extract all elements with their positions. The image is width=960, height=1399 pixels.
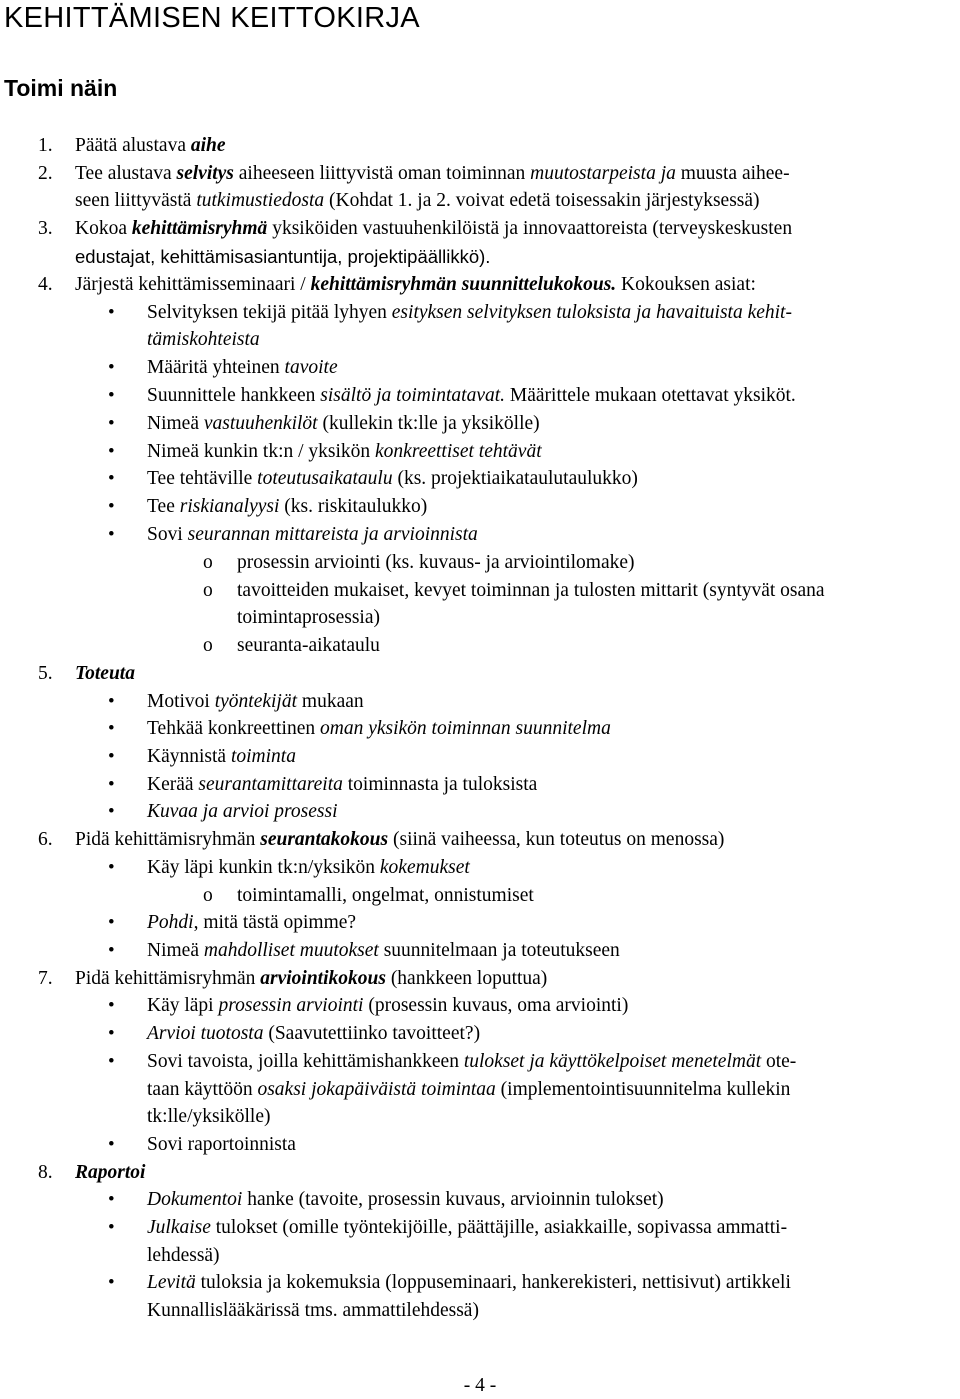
bullet: • (108, 718, 115, 739)
bullet: • (108, 912, 115, 933)
bullet-text: Sovi seurannan mittareista ja arvioinnista (147, 524, 478, 545)
item-text: Järjestä kehittämisseminaari / kehittämisryhmän suunnittelukokous. Kokouksen asiat: (75, 274, 756, 295)
item-number: 3. (38, 218, 53, 239)
bullet: • (108, 857, 115, 878)
bullet-text: Nimeä mahdolliset muutokset suunnitelmaan ja toteutukseen (147, 940, 620, 961)
bullet: • (108, 496, 115, 517)
item-text: Raportoi (75, 1162, 146, 1183)
item-number: 1. (38, 135, 53, 156)
bullet-text: Sovi tavoista, joilla kehittämishankkeen tulokset ja käyttökelpoiset menetelmät ote- (147, 1051, 797, 1072)
document-title: KEHITTÄMISEN KEITTOKIRJA (4, 2, 420, 34)
item-number: 6. (38, 829, 53, 850)
bullet: • (108, 995, 115, 1016)
page-number: - 4 - (463, 1375, 497, 1396)
item-number: 8. (38, 1162, 53, 1183)
bullet: • (108, 385, 115, 406)
bullet-text-cont: tämiskohteista (147, 329, 260, 350)
bullet-text: Pohdi, mitä tästä opimme? (147, 912, 357, 933)
bullet: • (108, 1134, 115, 1155)
bullet-text: Suunnittele hankkeen sisältö ja toimintatavat. Määrittele mukaan otettavat yksiköt. (147, 385, 796, 406)
bullet: • (108, 774, 115, 795)
bullet-text: Sovi raportoinnista (147, 1134, 296, 1155)
bullet-text: Käy läpi prosessin arviointi (prosessin kuvaus, oma arviointi) (147, 995, 629, 1016)
sub-bullet: o (203, 580, 213, 601)
bullet-text: Tee tehtäville toteutusaikataulu (ks. projektiaikataulutaulukko) (147, 468, 638, 489)
item-text-cont: seen liittyvästä tutkimustiedosta (Kohdat 1. ja 2. voivat edetä toisessakin järjestyksessä) (75, 190, 760, 211)
bullet: • (108, 691, 115, 712)
bullet-text: Kerää seurantamittareita toiminnasta ja tuloksista (147, 774, 538, 795)
item-text: Päätä alustava aihe (75, 135, 226, 156)
bullet-text: Motivoi työntekijät mukaan (147, 691, 364, 712)
sub-bullet-text: seuranta-aikataulu (237, 635, 380, 656)
bullet: • (108, 1051, 115, 1072)
bullet-text: Levitä tuloksia ja kokemuksia (loppuseminaari, hankerekisteri, nettisivut) artikkeli (147, 1272, 791, 1293)
bullet: • (108, 357, 115, 378)
bullet: • (108, 746, 115, 767)
bullet-text: Käynnistä toiminta (147, 746, 296, 767)
sub-bullet: o (203, 552, 213, 573)
sub-bullet-text: toimintamalli, ongelmat, onnistumiset (237, 885, 534, 906)
item-number: 4. (38, 274, 53, 295)
bullet-text-cont: Kunnallislääkärissä tms. ammattilehdessä) (147, 1300, 479, 1321)
bullet: • (108, 524, 115, 545)
bullet-text: Julkaise tulokset (omille työntekijöille, päättäjille, asiakkaille, sopivassa ammatti- (147, 1217, 788, 1238)
bullet-text: Nimeä vastuuhenkilöt (kullekin tk:lle ja yksikölle) (147, 413, 540, 434)
sub-bullet: o (203, 635, 213, 656)
sub-bullet-text-cont: toimintaprosessia) (237, 607, 380, 628)
sub-bullet: o (203, 885, 213, 906)
bullet: • (108, 1217, 115, 1238)
bullet-text-cont: lehdessä) (147, 1245, 220, 1266)
item-text-cont: edustajat, kehittämisasiantuntija, projektipäällikkö). (75, 246, 491, 267)
bullet-text: Tehkää konkreettinen oman yksikön toiminnan suunnitelma (147, 718, 611, 739)
bullet-text: Dokumentoi hanke (tavoite, prosessin kuvaus, arvioinnin tulokset) (147, 1189, 664, 1210)
bullet: • (108, 413, 115, 434)
section-heading: Toimi näin (4, 75, 118, 101)
item-number: 7. (38, 968, 53, 989)
bullet-text-cont: taan käyttöön osaksi jokapäiväistä toimintaa (implementointisuunnitelma kullekin (147, 1079, 791, 1100)
bullet-text-cont: tk:lle/yksikölle) (147, 1106, 271, 1127)
bullet-text: Arvioi tuotosta (Saavutettiinko tavoitteet?) (147, 1023, 481, 1044)
bullet-text: Kuvaa ja arvioi prosessi (147, 801, 338, 822)
sub-bullet-text: prosessin arviointi (ks. kuvaus- ja arviointilomake) (237, 552, 635, 573)
bullet-text: Määritä yhteinen tavoite (147, 357, 338, 378)
bullet-text: Nimeä kunkin tk:n / yksikön konkreettiset tehtävät (147, 441, 542, 462)
bullet: • (108, 468, 115, 489)
bullet: • (108, 441, 115, 462)
bullet: • (108, 1272, 115, 1293)
item-text: Toteuta (75, 663, 135, 684)
bullet-text: Selvityksen tekijä pitää lyhyen esityksen selvityksen tuloksista ja havaituista kehit- (147, 302, 792, 323)
bullet: • (108, 801, 115, 822)
bullet: • (108, 1189, 115, 1210)
sub-bullet-text: tavoitteiden mukaiset, kevyet toiminnan ja tulosten mittarit (syntyvät osana (237, 580, 825, 601)
item-number: 5. (38, 663, 53, 684)
item-text: Pidä kehittämisryhmän seurantakokous (siinä vaiheessa, kun toteutus on menossa) (75, 829, 725, 850)
bullet-text: Käy läpi kunkin tk:n/yksikön kokemukset (147, 857, 470, 878)
item-number: 2. (38, 163, 53, 184)
item-text: Tee alustava selvitys aiheeseen liittyvistä oman toiminnan muutostarpeista ja muusta aihee- (75, 163, 790, 184)
bullet: • (108, 302, 115, 323)
item-text: Kokoa kehittämisryhmä yksiköiden vastuuhenkilöistä ja innovaattoreista (terveyskeskusten (75, 218, 793, 239)
item-text: Pidä kehittämisryhmän arviointikokous (hankkeen loputtua) (75, 968, 548, 989)
bullet: • (108, 940, 115, 961)
bullet-text: Tee riskianalyysi (ks. riskitaulukko) (147, 496, 428, 517)
bullet: • (108, 1023, 115, 1044)
